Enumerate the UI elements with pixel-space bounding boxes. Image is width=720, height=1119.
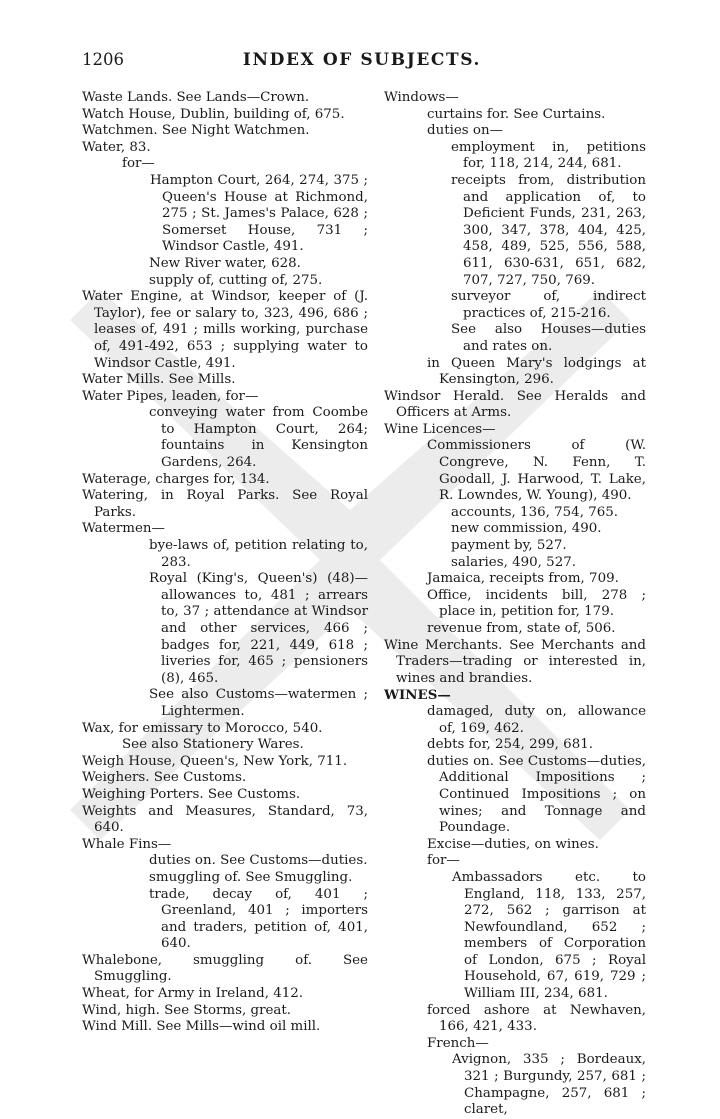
- index-entry: French—: [427, 1035, 489, 1051]
- index-entry: See also Customs—watermen ; Lightermen.: [149, 687, 368, 719]
- left-column: [82, 90, 368, 1036]
- index-entry: Excise—duties, on wines.: [427, 836, 599, 852]
- page-header: [82, 50, 642, 76]
- page-number: 1206: [82, 50, 124, 69]
- index-entry: Wine Merchants. See Merchants and Traders—trading or interested in, wines and brandies.: [384, 637, 646, 686]
- index-entry: payment by, 527.: [451, 538, 567, 554]
- index-entry: Ambassadors etc. to England, 118, 133, 257, 272, 562 ; garrison at Newfoundland, 652 ; members of Corporation of London, 675 ; Royal Household, 67, 619, 729 ; William III, 234, 681.: [452, 869, 646, 1002]
- index-entry: curtains for. See Curtains.: [427, 106, 606, 122]
- index-entry: duties on—: [427, 123, 503, 139]
- right-column: [384, 90, 646, 1119]
- index-entry: conveying water from Coombe to Hampton Court, 264; fountains in Kensington Gardens, 264.: [149, 405, 368, 471]
- index-entry: for—: [122, 156, 155, 172]
- index-entry: Water, 83.: [82, 139, 151, 155]
- index-entry: Commissioners of (W. Congreve, N. Fenn, T. Goodall, J. Harwood, T. Lake, R. Lowndes, W. Young), 490.: [427, 438, 646, 504]
- index-entry: employment in, petitions for, 118, 214, 244, 681.: [451, 139, 646, 172]
- index-entry: Office, incidents bill, 278 ; place in, petition for, 179.: [427, 587, 646, 620]
- index-entry: Whale Fins—: [82, 836, 172, 852]
- index-entry: Wind, high. See Storms, great.: [82, 1002, 292, 1018]
- index-entry: Jamaica, receipts from, 709.: [427, 571, 619, 587]
- index-entry: Weights and Measures, Standard, 73, 640.: [82, 803, 368, 836]
- index-entry: Wax, for emissary to Morocco, 540.: [82, 720, 323, 736]
- index-entry: revenue from, state of, 506.: [427, 621, 616, 636]
- index-entry: for—: [427, 853, 460, 869]
- index-entry: bye-laws of, petition relating to, 283.: [149, 538, 368, 570]
- index-entry: supply of, cutting of, 275.: [149, 272, 323, 288]
- index-entry: Watermen—: [82, 521, 165, 537]
- index-entry: Weighers. See Customs.: [82, 770, 247, 786]
- index-entry: smuggling of. See Smuggling.: [149, 869, 353, 885]
- index-entry: new commission, 490.: [451, 521, 602, 537]
- index-entry: Watchmen. See Night Watchmen.: [82, 123, 310, 139]
- index-entry: Waterage, charges for, 134.: [82, 471, 270, 487]
- index-entry: Wine Licences—: [384, 421, 496, 437]
- index-entry: debts for, 254, 299, 681.: [427, 737, 593, 753]
- index-entry: surveyor of, indirect practices of, 215-216.: [451, 289, 646, 321]
- index-entry: Watch House, Dublin, building of, 675.: [82, 106, 345, 122]
- index-entry: See also Houses—duties and rates on.: [451, 322, 646, 354]
- index-entry: trade, decay of, 401 ; Greenland, 401 ; importers and traders, petition of, 401, 640.: [149, 886, 368, 952]
- index-entry: duties on. See Customs—duties, Additional Impositions ; Continued Impositions ; on wines; and Tonnage and Poundage.: [427, 753, 646, 836]
- index-entry: accounts, 136, 754, 765.: [451, 504, 619, 520]
- index-entry: in Queen Mary's lodgings at Kensington, 296.: [427, 355, 646, 388]
- index-entry: Watering, in Royal Parks. See Royal Parks.: [82, 488, 368, 520]
- index-entry: Hampton Court, 264, 274, 375 ; Queen's House at Richmond, 275 ; St. James's Palace, 628 ; Somerset House, 731 ; Windsor Castle, 491.: [150, 172, 368, 255]
- index-entry: Weighing Porters. See Customs.: [82, 786, 301, 802]
- index-entry: WINES—: [384, 687, 451, 704]
- index-entry: Water Mills. See Mills.: [82, 372, 236, 388]
- index-entry: Royal (King's, Queen's) (48)—allowances to, 481 ; arrears to, 37 ; attendance at Windsor and other services, 466 ; badges for, 221, 449, 618 ; liveries for, 465 ; pensioners (8), 465.: [149, 571, 368, 686]
- index-entry: Avignon, 335 ; Bordeaux, 321 ; Burgundy, 257, 681 ; Champagne, 257, 681 ; claret,: [452, 1052, 646, 1118]
- index-entry: Whalebone, smuggling of. See Smuggling.: [82, 952, 368, 985]
- index-entry: Waste Lands. See Lands—Crown.: [82, 90, 310, 105]
- index-entry: salaries, 490, 527.: [451, 554, 577, 570]
- index-entry: damaged, duty on, allowance of, 169, 462.: [427, 703, 646, 736]
- page-title: INDEX OF SUBJECTS.: [242, 50, 482, 70]
- index-entry: Wind Mill. See Mills—wind oil mill.: [82, 1019, 321, 1035]
- index-entry: See also Stationery Wares.: [122, 737, 304, 753]
- index-entry: forced ashore at Newhaven, 166, 421, 433.: [427, 1002, 646, 1035]
- index-entry: receipts from, distribution and application of, to Deficient Funds, 231, 263, 300, 347, 378, 404, 425, 458, 489, 525, 556, 588, 611, 630-631, 651, 682, 707, 727, 750, 769.: [451, 172, 646, 288]
- index-entry: Water Engine, at Windsor, keeper of (J. Taylor), fee or salary to, 323, 496, 686 ; leases of, 491 ; mills working, purchase of, 491-492, 653 ; supplying water to Windsor Castle, 491.: [82, 289, 368, 371]
- index-entry: New River water, 628.: [149, 255, 301, 271]
- index-entry: duties on. See Customs—duties.: [149, 853, 368, 869]
- index-entry: Weigh House, Queen's, New York, 711.: [82, 753, 348, 769]
- index-entry: Windows—: [384, 90, 459, 105]
- index-entry: Windsor Herald. See Heralds and Officers at Arms.: [384, 388, 646, 421]
- index-entry: Water Pipes, leaden, for—: [82, 388, 259, 404]
- index-entry: Wheat, for Army in Ireland, 412.: [82, 986, 304, 1002]
